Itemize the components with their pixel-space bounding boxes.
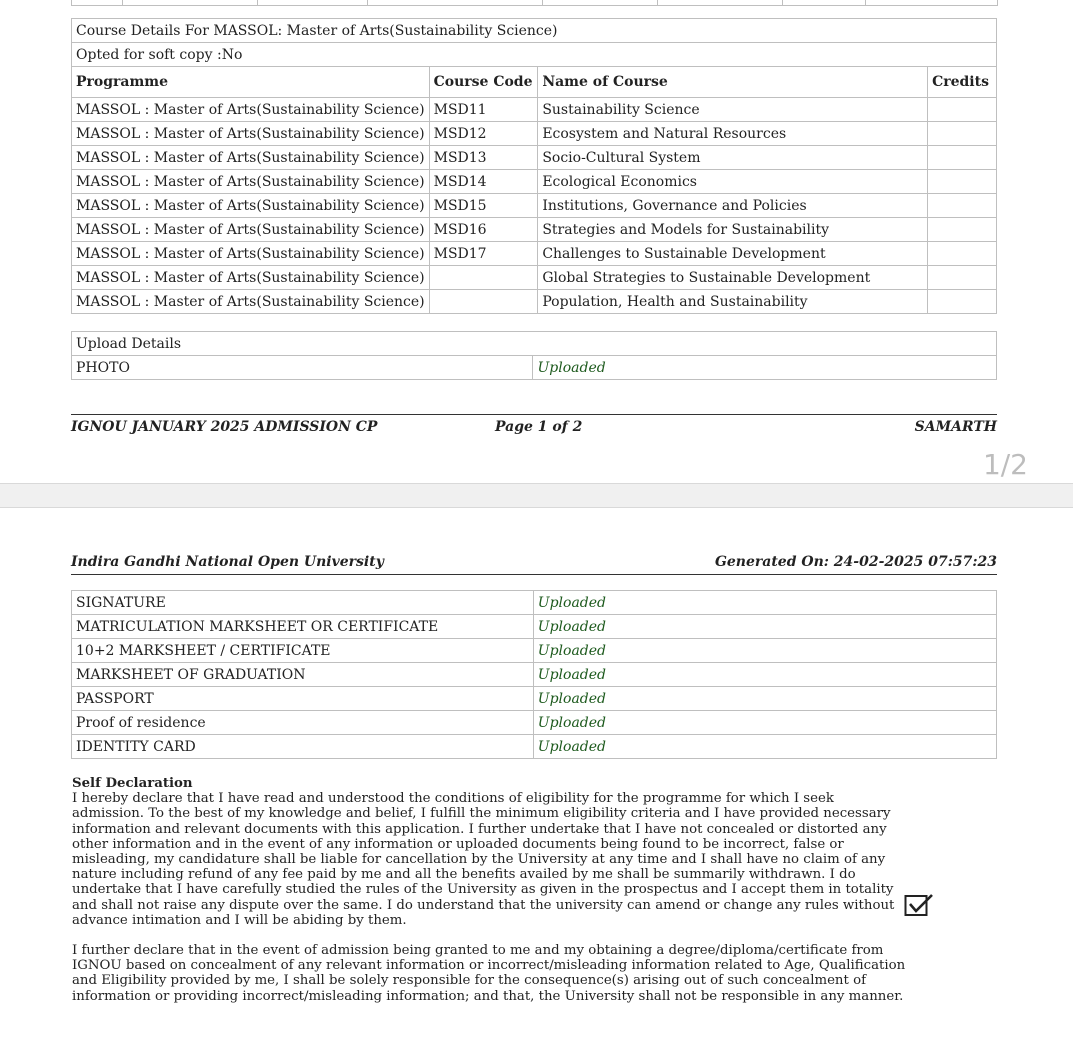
programme-cell: MASSOL : Master of Arts(Sustainability Science) [72, 146, 430, 170]
upload-details-table [71, 331, 997, 380]
credits-header: Credits [928, 67, 997, 98]
course-name-cell: Institutions, Governance and Policies [538, 194, 928, 218]
upload-rows [72, 591, 997, 759]
page-header [71, 553, 997, 575]
table-row [72, 687, 997, 711]
credits-cell [928, 98, 997, 122]
declaration-line: nature including refund of any fee paid by me and all the benefits availed by me shall be summarily withdrawn. I do [72, 867, 856, 883]
upload-label: Proof of residence [72, 711, 534, 735]
generated-on: Generated On: 24-02-2025 07:57:23 [714, 554, 997, 570]
course-code-cell: MSD12 [429, 122, 538, 146]
upload-status: Uploaded [533, 615, 996, 639]
programme-cell: MASSOL : Master of Arts(Sustainability Science) [72, 266, 430, 290]
course-name-cell: Socio-Cultural System [538, 146, 928, 170]
upload-status: Uploaded [533, 735, 996, 759]
upload-label: PHOTO [72, 356, 533, 380]
declaration-line: and Eligibility provided by me, I shall be solely responsible for the consequence(s) arising out of such concealment of [72, 973, 866, 989]
declaration-paragraph-1 [72, 791, 907, 928]
credits-cell [928, 242, 997, 266]
course-table-header [72, 67, 997, 98]
table-row [72, 218, 997, 242]
table-row [72, 194, 997, 218]
course-name-cell: Sustainability Science [538, 98, 928, 122]
declaration-line: admission. To the best of my knowledge and belief, I fulfill the minimum eligibility criteria and I have provided necessary [72, 806, 891, 822]
softcopy-option: Opted for soft copy :No [72, 43, 997, 67]
university-name: Indira Gandhi National Open University [71, 554, 384, 570]
upload-status: Uploaded [533, 356, 997, 380]
programme-header: Programme [72, 67, 430, 98]
course-code-cell: MSD17 [429, 242, 538, 266]
footer-right: SAMARTH [914, 419, 997, 435]
course-code-cell: MSD14 [429, 170, 538, 194]
credits-cell [928, 194, 997, 218]
course-name-cell: Strategies and Models for Sustainability [538, 218, 928, 242]
declaration-line: misleading, my candidature shall be liable for cancellation by the University at any time and I shall have no claim of any [72, 852, 886, 868]
upload-status: Uploaded [533, 591, 996, 615]
declaration-line: advance intimation and I will be abiding by them. [72, 912, 407, 928]
credits-cell [928, 122, 997, 146]
declaration-line: undertake that I have carefully studied the rules of the University as given in the prospectus and I accept them in totality [72, 882, 894, 898]
upload-details-continued-table [71, 590, 997, 759]
table-row [72, 735, 997, 759]
table-row [72, 591, 997, 615]
upload-details-title: Upload Details [72, 332, 997, 356]
upload-status: Uploaded [533, 711, 996, 735]
page-footer [71, 414, 997, 443]
upload-label: 10+2 MARKSHEET / CERTIFICATE [72, 639, 534, 663]
credits-cell [928, 266, 997, 290]
credits-cell [928, 170, 997, 194]
course-code-cell [429, 266, 538, 290]
table-row [72, 615, 997, 639]
course-code-cell: MSD11 [429, 98, 538, 122]
declaration-line: I further declare that in the event of admission being granted to me and my obtaining a degree/diploma/certificate from [72, 943, 884, 959]
course-name-header: Name of Course [538, 67, 928, 98]
course-name-cell: Ecological Economics [538, 170, 928, 194]
course-code-cell: MSD16 [429, 218, 538, 242]
checked-box-icon[interactable] [904, 893, 934, 919]
programme-cell: MASSOL : Master of Arts(Sustainability Science) [72, 290, 430, 314]
programme-cell: MASSOL : Master of Arts(Sustainability Science) [72, 194, 430, 218]
upload-status: Uploaded [533, 663, 996, 687]
programme-cell: MASSOL : Master of Arts(Sustainability Science) [72, 218, 430, 242]
course-code-header: Course Code [429, 67, 538, 98]
credits-cell [928, 146, 997, 170]
page-indicator: 1/2 [982, 448, 1028, 481]
page-separator [0, 483, 1073, 508]
upload-label: MARKSHEET OF GRADUATION [72, 663, 534, 687]
programme-cell: MASSOL : Master of Arts(Sustainability Science) [72, 122, 430, 146]
table-row [72, 98, 997, 122]
credits-cell [928, 218, 997, 242]
course-code-cell: MSD15 [429, 194, 538, 218]
programme-cell: MASSOL : Master of Arts(Sustainability Science) [72, 98, 430, 122]
table-row [72, 266, 997, 290]
upload-row-photo [72, 356, 997, 380]
footer-left: IGNOU JANUARY 2025 ADMISSION CP [71, 419, 378, 435]
course-name-cell: Ecosystem and Natural Resources [538, 122, 928, 146]
programme-cell: MASSOL : Master of Arts(Sustainability Science) [72, 242, 430, 266]
previous-table-fragment [71, 0, 998, 6]
table-row [72, 242, 997, 266]
course-name-cell: Population, Health and Sustainability [538, 290, 928, 314]
declaration-line: other information and in the event of any information or uploaded documents being found to be incorrect, false or [72, 836, 844, 852]
upload-label: MATRICULATION MARKSHEET OR CERTIFICATE [72, 615, 534, 639]
upload-label: SIGNATURE [72, 591, 534, 615]
declaration-title: Self Declaration [72, 776, 193, 791]
course-name-cell: Global Strategies to Sustainable Development [538, 266, 928, 290]
footer-page-number: Page 1 of 2 [495, 419, 583, 435]
credits-cell [928, 290, 997, 314]
self-declaration [72, 776, 907, 1004]
course-name-cell: Challenges to Sustainable Development [538, 242, 928, 266]
course-rows [72, 98, 997, 314]
declaration-line: information or providing incorrect/misleading information; and that, the University shall not be responsible in any manner. [72, 988, 904, 1004]
declaration-line: I hereby declare that I have read and understood the conditions of eligibility for the programme for which I seek [72, 791, 834, 807]
table-row [72, 170, 997, 194]
table-row [72, 146, 997, 170]
course-code-cell [429, 290, 538, 314]
upload-status: Uploaded [533, 639, 996, 663]
table-row [72, 639, 997, 663]
table-row [72, 711, 997, 735]
course-details-table [71, 18, 997, 314]
programme-cell: MASSOL : Master of Arts(Sustainability Science) [72, 170, 430, 194]
upload-label: PASSPORT [72, 687, 534, 711]
course-details-title: Course Details For MASSOL: Master of Arts(Sustainability Science) [72, 19, 997, 43]
declaration-line: IGNOU based on concealment of any relevant information or incorrect/misleading information related to Age, Qualification [72, 958, 906, 974]
declaration-line: and shall not raise any dispute over the same. I do understand that the university can amend or change any rules without [72, 897, 895, 913]
table-row [72, 122, 997, 146]
declaration-line: information and relevant documents with this application. I further undertake that I have not concealed or distorted any [72, 821, 887, 837]
upload-status: Uploaded [533, 687, 996, 711]
course-code-cell: MSD13 [429, 146, 538, 170]
declaration-paragraph-2 [72, 943, 907, 1004]
upload-label: IDENTITY CARD [72, 735, 534, 759]
table-row [72, 290, 997, 314]
table-row [72, 663, 997, 687]
